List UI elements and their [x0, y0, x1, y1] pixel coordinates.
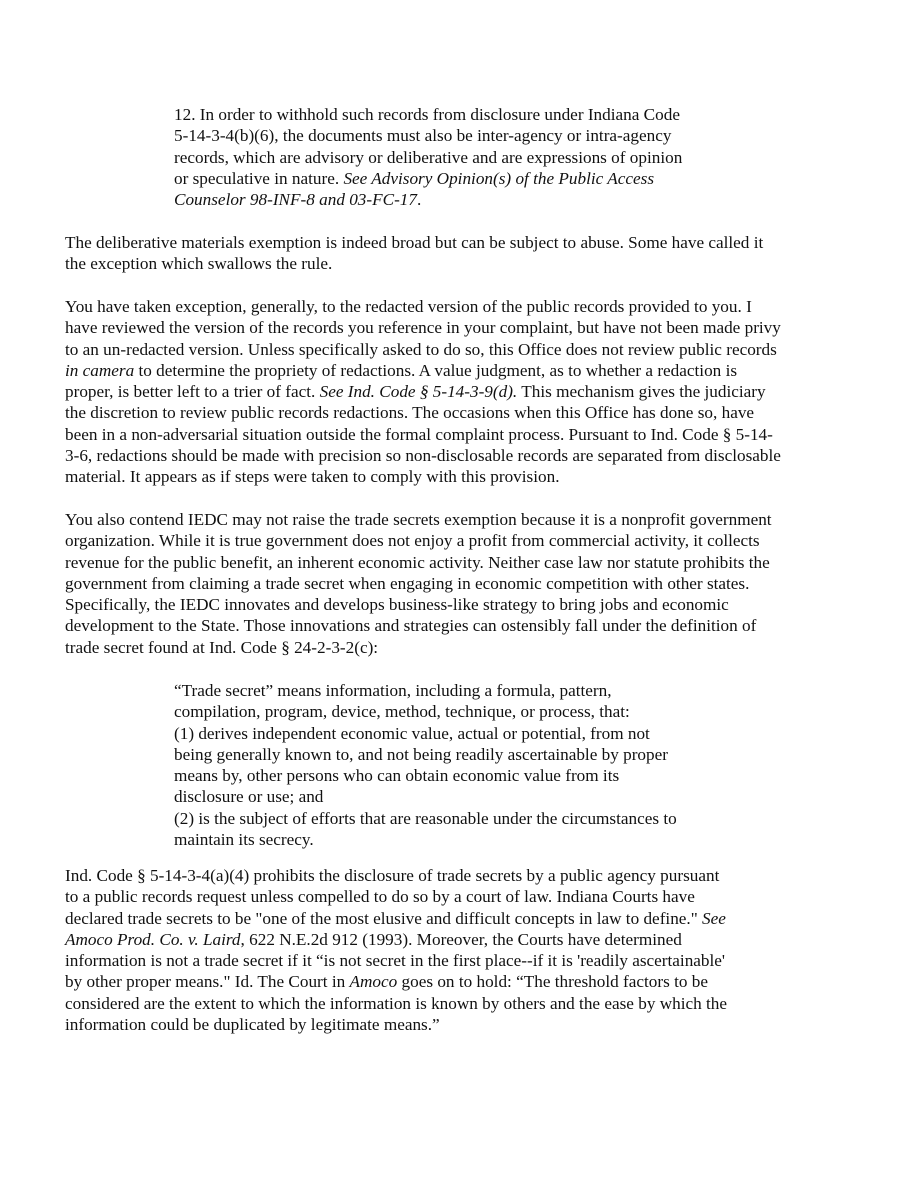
citation-italic: See Advisory Opinion(s) of the Public Access	[343, 168, 655, 188]
paragraph-redacted-records	[65, 296, 781, 488]
citation-italic: Counselor 98-INF-8 and 03-FC-17	[174, 190, 417, 210]
case-name-italic: Amoco Prod. Co. v. Laird	[65, 929, 241, 949]
text-run: .	[417, 190, 422, 210]
text-run: to determine the propriety of redactions. A value judgment, as to whether a redaction is	[134, 360, 738, 380]
text-line: have reviewed the version of the records you reference in your complaint, but have not been made privy	[65, 318, 781, 338]
text-line: trade secret found at Ind. Code § 24-2-3-2(c):	[65, 637, 379, 657]
paragraph-iedc	[65, 509, 772, 658]
quote-trade-secret-definition	[174, 680, 677, 850]
text-line	[65, 360, 781, 381]
text-line	[174, 189, 682, 210]
text-line: 12. In order to withhold such records from disclosure under Indiana Code	[174, 105, 680, 124]
text-line: considered are the extent to which the information is known by others and the ease by which the	[65, 993, 728, 1013]
text-line: 5-14-3-4(b)(6), the documents must also be inter-agency or intra-agency	[174, 126, 672, 146]
paragraph-amoco	[65, 865, 727, 1035]
text-line	[65, 908, 727, 929]
text-line	[174, 168, 682, 189]
text-line: material. It appears as if steps were taken to comply with this provision.	[65, 467, 560, 487]
text-line: compilation, program, device, method, technique, or process, that:	[174, 702, 630, 722]
text-line	[65, 971, 727, 992]
citation-italic: See Ind. Code § 5-14-3-9(d).	[319, 382, 518, 402]
text-line: You also contend IEDC may not raise the trade secrets exemption because it is a nonprofit government	[65, 510, 772, 529]
text-line: maintain its secrecy.	[174, 830, 314, 850]
latin-term-italic: in camera	[65, 360, 135, 380]
text-line: revenue for the public benefit, an inherent economic activity. Neither case law nor statute prohibits the	[65, 552, 770, 572]
text-line: (2) is the subject of efforts that are reasonable under the circumstances to	[174, 808, 677, 828]
text-line: to an un-redacted version. Unless specifically asked to do so, this Office does not review public records	[65, 339, 777, 359]
text-line: being generally known to, and not being readily ascertainable by proper	[174, 744, 668, 764]
text-line: the discretion to review public records redactions. The occasions when this Office has done so, have	[65, 403, 755, 423]
text-line: to a public records request unless compelled to do so by a court of law. Indiana Courts have	[65, 887, 695, 907]
text-line: (1) derives independent economic value, actual or potential, from not	[174, 723, 650, 743]
text-run: by other proper means." Id. The Court in	[65, 972, 350, 992]
quote-paragraph-12	[174, 104, 682, 210]
text-line: means by, other persons who can obtain economic value from its	[174, 766, 620, 786]
text-line: information could be duplicated by legitimate means.”	[65, 1015, 440, 1035]
citation-italic: See	[702, 908, 726, 928]
text-line: The deliberative materials exemption is indeed broad but can be subject to abuse. Some have called it	[65, 233, 764, 252]
text-line: the exception which swallows the rule.	[65, 254, 333, 274]
text-run: goes on to hold: “The threshold factors to be	[397, 972, 708, 992]
text-line: Ind. Code § 5-14-3-4(a)(4) prohibits the disclosure of trade secrets by a public agency pursuant	[65, 866, 720, 885]
text-run: This mechanism gives the judiciary	[517, 382, 766, 402]
text-run: proper, is better left to a trier of fact.	[65, 382, 320, 402]
text-line: disclosure or use; and	[174, 787, 324, 807]
text-line: organization. While it is true government does not enjoy a profit from commercial activity, it collects	[65, 531, 760, 551]
text-line: records, which are advisory or deliberative and are expressions of opinion	[174, 147, 683, 167]
text-line: “Trade secret” means information, including a formula, pattern,	[174, 681, 612, 700]
text-line: been in a non-adversarial situation outside the formal complaint process. Pursuant to Ind. Code § 5-14-	[65, 424, 773, 444]
text-line: 3-6, redactions should be made with precision so non-disclosable records are separated from disclosable	[65, 446, 781, 466]
text-line: government from claiming a trade secret when engaging in economic competition with other states.	[65, 573, 750, 593]
text-line: Specifically, the IEDC innovates and develops business-like strategy to bring jobs and economic	[65, 595, 729, 615]
case-name-italic: Amoco	[349, 972, 398, 992]
paragraph-deliberative	[65, 232, 763, 275]
text-line: You have taken exception, generally, to the redacted version of the public records provided to you. I	[65, 297, 752, 316]
text-run: , 622 N.E.2d 912 (1993). Moreover, the Courts have determined	[240, 929, 682, 949]
text-run: declared trade secrets to be "one of the most elusive and difficult concepts in law to define."	[65, 908, 703, 928]
text-line	[65, 381, 781, 402]
text-line: information is not a trade secret if it “is not secret in the first place--if it is 'readily ascertainable'	[65, 951, 726, 971]
text-line: development to the State. Those innovations and strategies can ostensibly fall under the definition of	[65, 616, 757, 636]
text-run: or speculative in nature.	[174, 168, 344, 188]
text-line	[65, 929, 727, 950]
